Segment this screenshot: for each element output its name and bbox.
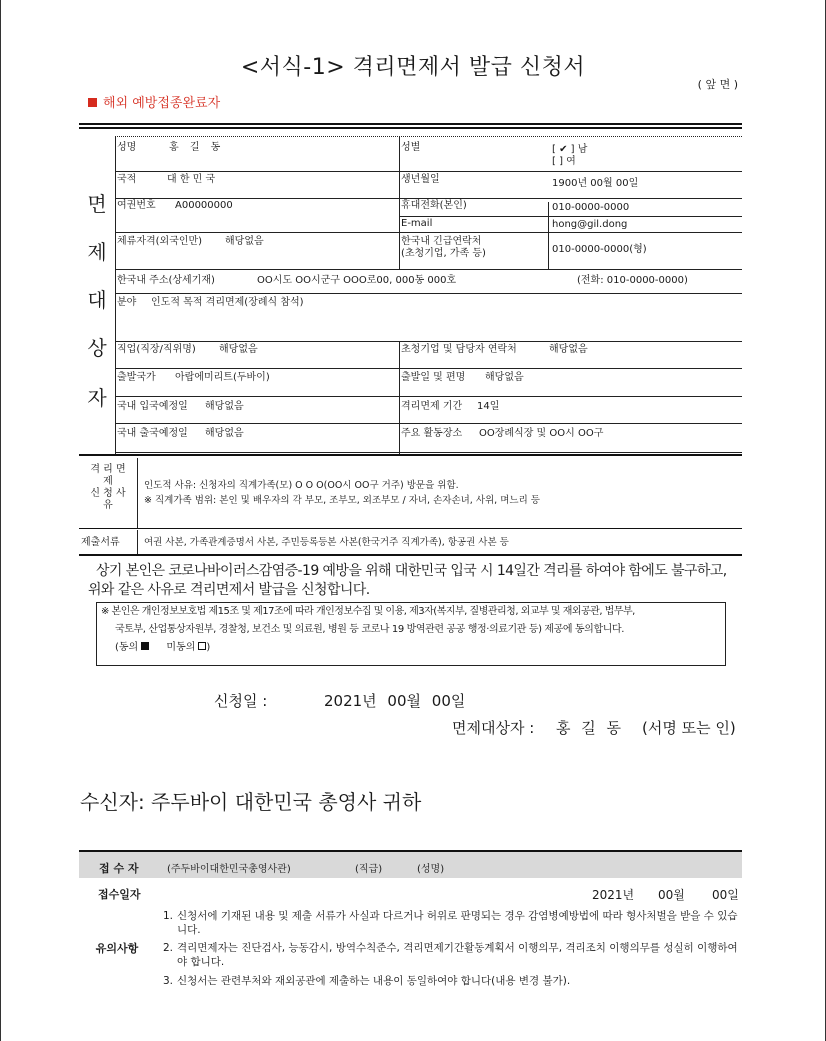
email-value: hong@gil.dong <box>552 219 628 230</box>
gender-label: 성별 <box>401 142 421 153</box>
grid-line <box>115 452 742 453</box>
consent-disagree-label: 미동의 <box>166 642 196 653</box>
departure-flight-value: 해당없음 <box>485 372 524 383</box>
stay-label: 체류자격(외국인만) <box>117 236 203 247</box>
note-item <box>163 975 741 989</box>
name-value: 홍 길 동 <box>169 142 225 153</box>
form-subtitle <box>88 92 220 111</box>
departure-flight-label: 출발일 및 편명 <box>401 372 466 383</box>
note-text: 신청서에 기재된 내용 및 제출 서류가 사실과 다르거나 허위로 판명되는 경우 감염병예방법에 따라 형사처벌을 받을 수 있습니다. <box>177 910 738 936</box>
entry-label: 국내 입국예정일 <box>117 401 188 412</box>
stay-value: 해당없음 <box>225 236 264 247</box>
emergency-label-sub: (초청기업, 가족 등) <box>401 248 486 259</box>
documents-label: 제출서류 <box>81 537 120 548</box>
reason-line-2: ※ 직계가족 범위: 본인 및 배우자의 각 부모, 조부모, 외조부모 / 자녀, 손자손녀, 사위, 며느리 등 <box>144 495 540 506</box>
section-char: 제 <box>87 240 107 264</box>
name-label: 성명 <box>117 142 137 153</box>
grid-line <box>115 136 742 137</box>
nationality-value: 대 한 민 국 <box>167 174 216 185</box>
consent-box <box>96 602 726 666</box>
grid-line <box>137 530 138 554</box>
grid-line <box>399 136 400 269</box>
exemption-period-label: 격리면제 기간 <box>401 401 463 412</box>
section-rule <box>79 528 742 529</box>
exit-value: 해당없음 <box>205 428 244 439</box>
application-date-value: 2021년 00월 00일 <box>324 692 466 710</box>
gender-male-option[interactable]: [ ✔ ] 남 <box>552 144 588 155</box>
section-rule <box>79 554 742 556</box>
reason-line-1: 인도적 사유: 신청자의 직계가족(모) O O O(OO시 OO구 거주) 방문을 위함. <box>144 480 459 491</box>
section-char: 자 <box>87 386 107 410</box>
field-label: 분야 <box>117 297 137 308</box>
grid-line <box>399 341 400 454</box>
consent-agree-checkbox[interactable] <box>141 642 149 650</box>
note-text: 격리면제자는 진단검사, 능동감시, 방역수칙준수, 격리면제기간활동계획서 이행의무, 격리조치 이행의무를 성실히 이행하여야 합니다. <box>177 942 738 968</box>
exemption-period-value: 14일 <box>477 401 500 412</box>
applicant-section-label <box>79 136 115 454</box>
receipt-date-month: 00월 <box>658 888 685 902</box>
entry-value: 해당없음 <box>205 401 244 412</box>
grid-line <box>115 136 116 454</box>
email-label: E-mail <box>401 218 433 229</box>
mobile-label: 휴대전화(본인) <box>401 200 467 211</box>
consent-line-1: ※ 본인은 개인정보보호법 제15조 및 제17조에 따라 개인정보수집 및 이용, 제3자(복지부, 질병관리청, 외교부 및 재외공관, 법무부, <box>101 606 635 617</box>
note-item <box>163 942 741 969</box>
job-label: 직업(직장/직위명) <box>117 344 196 355</box>
emergency-label: 한국내 긴급연락처 <box>401 236 482 247</box>
reason-label: 격 리 면 <box>90 464 126 475</box>
birth-label: 생년월일 <box>401 174 440 185</box>
documents-section <box>79 530 742 554</box>
address-label: 한국내 주소(상세기재) <box>117 275 215 286</box>
grid-line <box>399 216 742 217</box>
passport-label: 여권번호 <box>117 200 156 211</box>
signer-name: 홍 길 동 <box>556 719 622 737</box>
red-square-icon <box>88 98 97 107</box>
address-phone: (전화: 010-0000-0000) <box>577 275 688 286</box>
mobile-value: 010-0000-0000 <box>552 202 630 213</box>
inviter-label: 초청기업 및 담당자 연락처 <box>401 344 517 355</box>
grid-line <box>115 171 742 172</box>
receipt-date-label: 접수일자 <box>98 888 141 901</box>
grid-line <box>137 458 138 528</box>
note-number: 1. <box>163 910 174 922</box>
top-rule-2 <box>79 127 742 129</box>
section-char: 상 <box>87 336 107 360</box>
grid-line <box>115 368 742 369</box>
departure-country-label: 출발국가 <box>117 372 156 383</box>
grid-line <box>115 293 742 294</box>
note-text: 신청서는 관련부처와 재외공관에 제출하는 내용이 동일하여야 합니다(내용 변경 불가). <box>177 975 571 987</box>
subtitle-text: 해외 예방접종완료자 <box>103 96 221 111</box>
job-value: 해당없음 <box>219 344 258 355</box>
departure-country-value: 아랍에미리트(두바이) <box>175 372 270 383</box>
nationality-label: 국적 <box>117 174 137 185</box>
section-rule <box>79 454 742 456</box>
consent-line-2: 국토부, 산업통상자원부, 경찰청, 보건소 및 의료원, 병원 등 코로나 19 방역관련 공공 행정·의료기관 등) 제공에 동의합니다. <box>115 624 624 635</box>
passport-value: A00000000 <box>175 200 233 211</box>
receipt-date-day: 00일 <box>712 888 739 902</box>
consent-close-paren: ) <box>206 642 211 653</box>
activity-place-label: 주요 활동장소 <box>401 428 463 439</box>
field-value: 인도적 목적 격리면제(장례식 참석) <box>151 297 304 308</box>
grid-line <box>115 269 742 270</box>
grid-line <box>115 232 742 233</box>
applicant-section <box>79 136 742 454</box>
receiver-rank: (직급) <box>355 864 383 875</box>
receipt-date-year: 2021년 <box>592 888 635 902</box>
section-char: 대 <box>87 288 107 312</box>
page-side-label: ( 앞 면 ) <box>697 78 738 91</box>
notes-label: 유의사항 <box>95 942 139 955</box>
note-number: 3. <box>163 975 174 987</box>
reason-label: 유 <box>103 500 113 511</box>
receiver-label: 접 수 자 <box>99 862 139 875</box>
grid-line <box>115 423 742 424</box>
grid-line <box>548 202 549 269</box>
consent-agree-label: (동의 <box>115 642 139 653</box>
receiver-org: (주두바이대한민국총영사관) <box>167 864 291 875</box>
reason-label: 제 <box>103 476 113 487</box>
emergency-value: 010-0000-0000(형) <box>552 244 647 255</box>
documents-value: 여권 사본, 가족관계증명서 사본, 주민등록등본 사본(한국거주 직계가족), 항공권 사본 등 <box>144 537 509 548</box>
reason-section <box>79 458 742 528</box>
grid-line <box>115 341 742 342</box>
exit-label: 국내 출국예정일 <box>117 428 188 439</box>
top-rule <box>79 123 742 125</box>
receiver-bar <box>79 850 742 878</box>
reason-label: 신 청 사 <box>90 488 126 499</box>
receiver-name: (성명) <box>417 864 445 875</box>
grid-line <box>115 396 742 397</box>
address-value: OO시도 OO시군구 OOO로00, 000동 000호 <box>257 275 457 286</box>
signer-label: 면제대상자 : <box>452 719 535 737</box>
section-char: 면 <box>87 192 107 216</box>
declaration-text: 상기 본인은 코로나바이러스감염증-19 예방을 위해 대한민국 입국 시 14일간 격리를 하여야 함에도 불구하고, 위와 같은 사유로 격리면제서 발급을 신청합니다. <box>88 563 727 598</box>
signer-note: (서명 또는 인) <box>642 719 736 737</box>
note-item <box>163 910 741 937</box>
consent-choice <box>101 639 721 657</box>
note-number: 2. <box>163 942 174 954</box>
gender-female-option[interactable]: [ ] 여 <box>552 156 576 167</box>
form-title: <서식-1> 격리면제서 발급 신청서 <box>240 55 586 80</box>
birth-value: 1900년 00월 00일 <box>552 178 639 189</box>
application-date-label: 신청일 : <box>214 692 268 710</box>
recipient-line: 수신자: 주두바이 대한민국 총영사 귀하 <box>80 790 422 814</box>
inviter-value: 해당없음 <box>549 344 588 355</box>
grid-line <box>115 198 742 199</box>
activity-place-value: OO장례식장 및 OO시 OO구 <box>479 428 604 439</box>
